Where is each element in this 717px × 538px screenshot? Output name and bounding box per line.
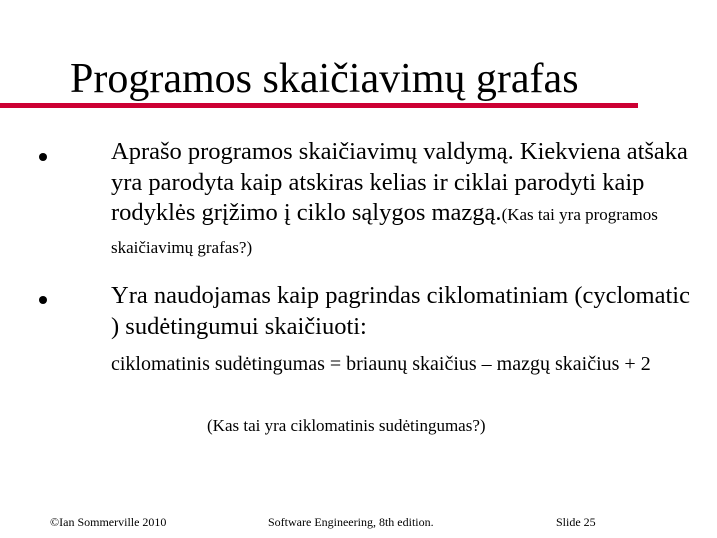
bullet-1 [111,137,701,263]
bullet-2 [111,281,701,342]
bullet-dot-1 [39,153,47,161]
cyclomatic-formula: ciklomatinis sudėtingumas = briaunų skaičius – mazgų skaičius + 2 [111,353,651,375]
slide-title: Programos skaičiavimų grafas [70,56,579,102]
footer-book: Software Engineering, 8th edition. [268,515,434,529]
footer-slide-number: Slide 25 [556,515,596,529]
footer-copyright: ©Ian Sommerville 2010 [50,515,167,529]
bullet-1-note: (Kas tai yra programos skaičiavimų grafas?) [111,205,658,257]
cyclomatic-question: (Kas tai yra ciklomatinis sudėtingumas?) [207,416,486,435]
bullet-dot-2 [39,296,47,304]
title-underline [0,103,638,108]
bullet-1-text: Aprašo programos skaičiavimų valdymą. Kiekviena atšaka yra parodyta kaip atskiras kelias ir ciklai parodyti kaip rodyklės grįžimo į ciklo sąlygos mazgą. [111,138,688,226]
bullet-2-text: Yra naudojamas kaip pagrindas ciklomatiniam (cyclomatic ) sudėtingumui skaičiuoti: [111,282,690,340]
